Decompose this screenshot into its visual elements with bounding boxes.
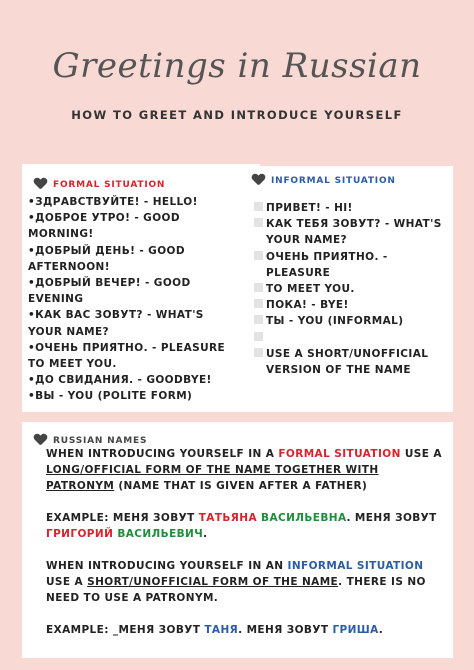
list-item: •ДО СВИДАНИЯ. - GOODBYE! <box>28 374 212 387</box>
list-item: •КАК ВАС ЗОВУТ? - WHAT'S YOUR NAME? <box>28 309 204 338</box>
formal-heading-label: FORMAL SITUATION <box>53 179 166 190</box>
example-name: ТАНЯ <box>204 624 239 636</box>
formal-heading <box>34 178 165 191</box>
informal-example <box>46 622 446 638</box>
short-form-keyword: SHORT/UNOFFICIAL FORM OF THE NAME <box>87 576 339 588</box>
example-name: ГРИША <box>332 624 379 636</box>
formal-keyword: FORMAL SITUATION <box>278 448 401 460</box>
text: _ <box>112 624 119 636</box>
example-patronym: ВАСИЛЬЕВНА <box>261 512 347 524</box>
formal-card <box>22 164 260 412</box>
heart-icon <box>252 174 265 187</box>
text: EXAMPLE: МЕНЯ ЗОВУТ <box>46 512 199 524</box>
page-subtitle: HOW TO GREET AND INTRODUCE YOURSELF <box>71 108 403 122</box>
russian-names-card <box>22 422 453 658</box>
list-item: •ОЧЕНЬ ПРИЯТНО. - PLEASURE TO MEET YOU. <box>28 341 226 371</box>
text: МЕНЯ ЗОВУТ <box>118 624 205 636</box>
list-item: ПРИВЕТ! - HI! <box>254 200 446 216</box>
informal-keyword: INFORMAL SITUATION <box>287 560 424 572</box>
informal-phrase-list <box>254 200 446 378</box>
informal-heading-label: INFORMAL SITUATION <box>271 175 396 186</box>
list-item: КАК ТЕБЯ ЗОВУТ? - WHAT'S YOUR NAME? <box>254 216 446 248</box>
text: USE A <box>46 576 88 588</box>
list-spacer <box>254 330 446 346</box>
heart-icon <box>34 178 47 191</box>
text: . МЕНЯ ЗОВУТ <box>346 512 437 524</box>
list-item: TO MEET YOU. <box>254 281 446 297</box>
text: (NAME THAT IS GIVEN AFTER A FATHER) <box>114 480 368 492</box>
page-title: Greetings in Russian <box>52 46 422 86</box>
names-body <box>46 446 446 654</box>
text: EXAMPLE: <box>46 624 113 636</box>
list-item: •ДОБРОЕ УТРО! - GOOD MORNING! <box>28 212 180 241</box>
text: WHEN INTRODUCING YOURSELF IN A <box>46 448 279 460</box>
text: . <box>378 624 384 636</box>
example-patronym: ВАСИЛЬЕВИЧ <box>117 528 204 540</box>
names-heading-label: RUSSIAN NAMES <box>53 435 148 446</box>
informal-heading <box>252 174 396 187</box>
text: . <box>203 528 208 540</box>
text: WHEN INTRODUCING YOURSELF IN AN <box>46 560 288 572</box>
text: . THERE IS NO NEED TO USE A PATRONYM. <box>46 576 426 604</box>
formal-phrase-list <box>28 194 233 405</box>
informal-names-paragraph <box>46 558 446 606</box>
list-item: ПОКА! - BYE! <box>254 297 446 313</box>
long-form-keyword: LONG/OFFICIAL FORM OF THE NAME TOGETHER WITH PATRONYM <box>46 464 379 492</box>
text: . МЕНЯ ЗОВУТ <box>238 624 333 636</box>
list-item: ОЧЕНЬ ПРИЯТНО. - PLEASURE <box>254 249 446 281</box>
formal-example <box>46 510 446 542</box>
text: USE A <box>400 448 442 460</box>
list-item: USE A SHORT/UNOFFICIAL VERSION OF THE NAME <box>254 346 446 378</box>
list-item: •ДОБРЫЙ ДЕНЬ! - GOOD AFTERNOON! <box>28 244 185 273</box>
list-item: •ВЫ - YOU (POLITE FORM) <box>28 390 193 403</box>
list-item: •ДОБРЫЙ ВЕЧЕР! - GOOD EVENING <box>28 277 191 306</box>
example-name: ГРИГОРИЙ <box>46 528 114 540</box>
list-item: •ЗДРАВСТВУЙТЕ! - HELLO! <box>28 196 198 208</box>
formal-names-paragraph <box>46 446 446 494</box>
informal-card <box>242 166 453 412</box>
list-item: ТЫ - YOU (INFORMAL) <box>254 313 446 329</box>
example-name: ТАТЬЯНА <box>198 512 257 524</box>
